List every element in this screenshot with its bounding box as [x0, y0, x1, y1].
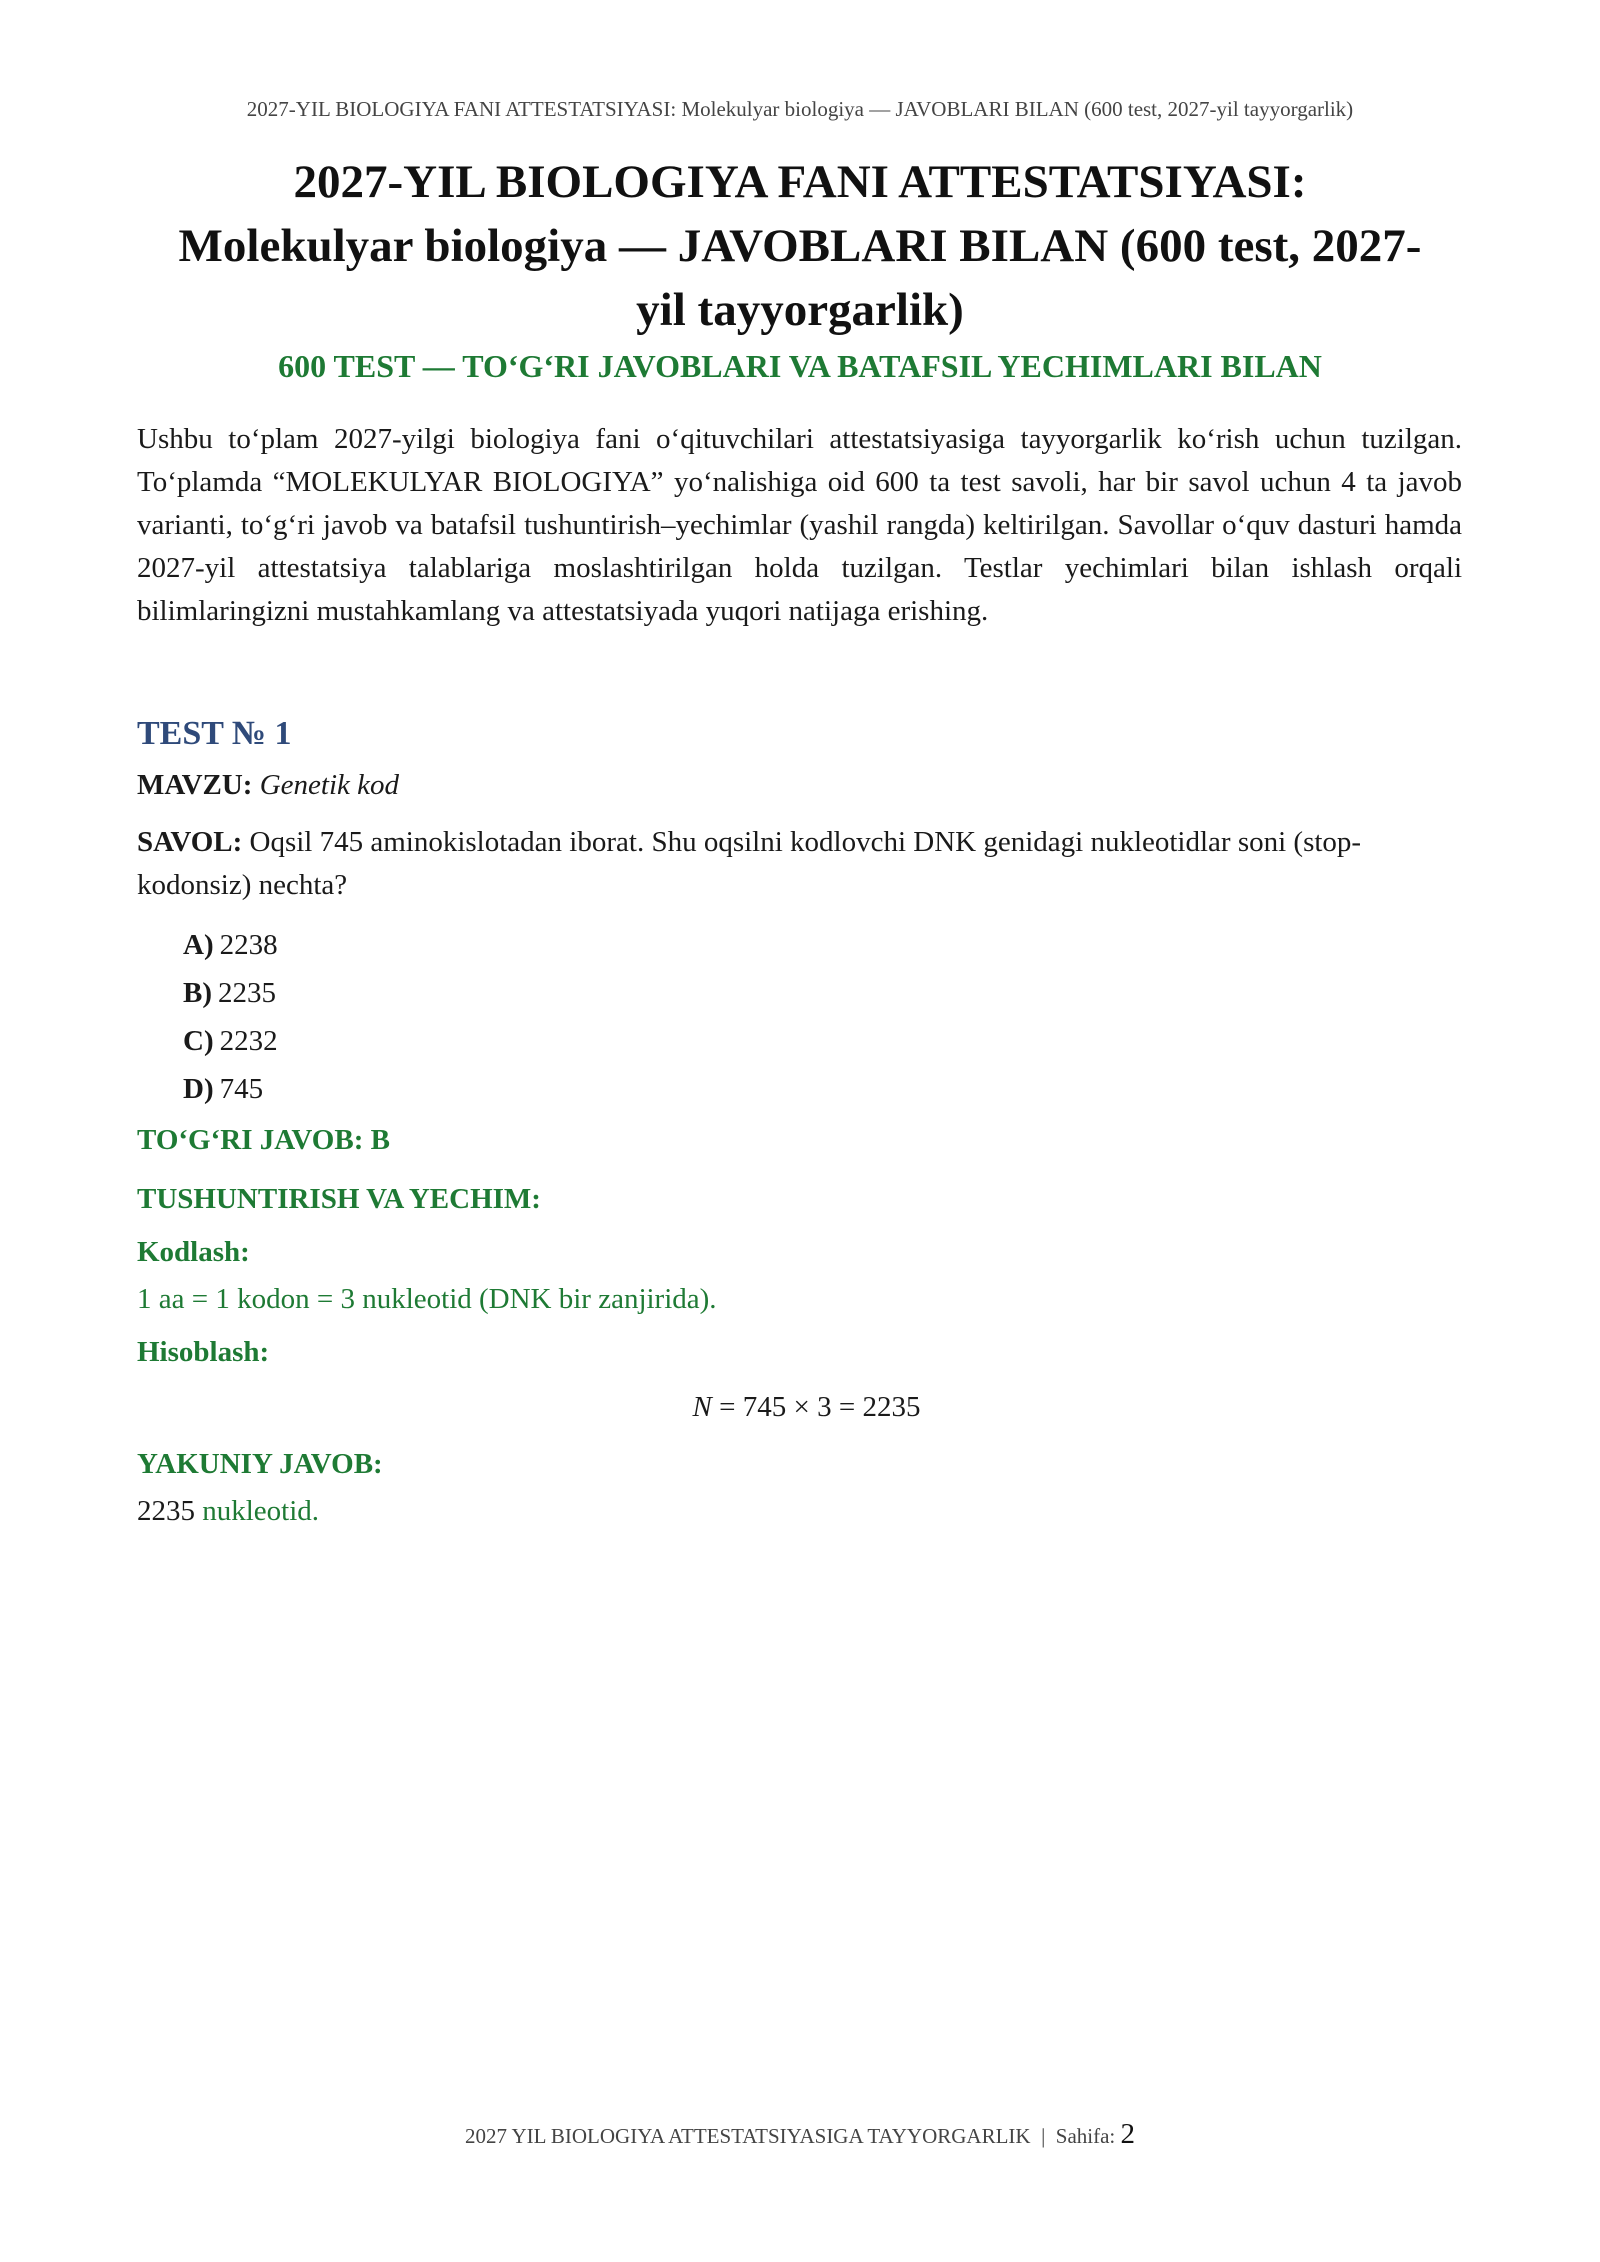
option-letter: D) — [183, 1073, 214, 1105]
option-text: 2235 — [218, 977, 276, 1009]
formula-variable: N — [692, 1391, 712, 1423]
test-block — [137, 708, 1462, 1562]
intro-paragraph: Ushbu to‘plam 2027-yilgi biologiya fani o‘qituvchilari attestatsiyasiga tayyorgarlik ko‘rish uchun tuzilgan. To‘plamda “MOLEKULYAR BIOLOGIYA” yo‘nalishiga oid 600 ta test savoli, har bir savol uchun 4 ta javob varianti, to‘g‘ri javob va batafsil tushuntirish–yechimlar (yashil rangda) keltirilgan. Savollar o‘quv dasturi hamda 2027-yil attestatsiya talablariga moslashtirilgan holda tuzilgan. Testlar yechimlari bilan ishlash orqali bilimlaringizni mustahkamlang va attestatsiyada yuqori natijaga erishing. — [137, 423, 1462, 627]
formula-expression: = 745 × 3 = 2235 — [711, 1391, 921, 1423]
running-header: 2027-YIL BIOLOGIYA FANI ATTESTATSIYASI: Molekulyar biologiya — JAVOBLARI BILAN (600 test, 2027-yil tayyorgarlik) — [246, 97, 1354, 121]
option-a — [183, 921, 1462, 969]
topic-value: Genetik kod — [259, 769, 400, 801]
option-letter: C) — [183, 1025, 214, 1057]
option-c — [183, 1017, 1462, 1065]
question-line — [137, 821, 1462, 907]
page-title — [130, 150, 1470, 342]
encoding-text: 1 aa = 1 kodon = 3 nukleotid (DNK bir zanjirida). — [137, 1283, 717, 1315]
footer-text: 2027 YIL BIOLOGIYA ATTESTATSIYASIGA TAYYORGARLIK | Sahifa: — [464, 2124, 1121, 2148]
answer-options — [183, 921, 1462, 1113]
option-d — [183, 1065, 1462, 1113]
title-line-1: 2027-YIL BIOLOGIYA FANI ATTESTATSIYASI: — [293, 156, 1307, 208]
encoding-heading: Kodlash: — [137, 1236, 250, 1268]
option-text: 2238 — [219, 929, 278, 961]
final-answer-heading: YAKUNIY JAVOB: — [137, 1448, 383, 1480]
option-letter: B) — [183, 977, 212, 1009]
option-text: 745 — [219, 1073, 264, 1105]
final-answer — [137, 1490, 1462, 1533]
question-text: Oqsil 745 aminokislotadan iborat. Shu oqsilni kodlovchi DNK genidagi nukleotidlar soni (stop-kodonsiz) nechta? — [137, 826, 1362, 901]
title-line-3: yil tayyorgarlik) — [636, 284, 964, 336]
final-answer-value: 2235 — [137, 1495, 195, 1527]
test-heading: TEST № 1 — [137, 715, 292, 752]
calculation-formula — [137, 1386, 1462, 1429]
option-text: 2232 — [219, 1025, 278, 1057]
question-label: SAVOL: — [137, 826, 243, 858]
topic-label: MAVZU: — [137, 769, 253, 801]
page-footer — [0, 2118, 1600, 2151]
final-answer-unit: nukleotid. — [195, 1495, 320, 1527]
topic-line — [137, 764, 1462, 807]
option-b — [183, 969, 1462, 1017]
page-number: 2 — [1120, 2118, 1136, 2150]
title-line-2: Molekulyar biologiya — JAVOBLARI BILAN (600 test, 2027- — [178, 220, 1422, 272]
option-letter: A) — [183, 929, 214, 961]
explanation-heading: TUSHUNTIRISH VA YECHIM: — [137, 1183, 541, 1215]
page-subtitle: 600 TEST — TO‘G‘RI JAVOBLARI VA BATAFSIL YECHIMLARI BILAN — [278, 348, 1322, 384]
correct-answer: TO‘G‘RI JAVOB: B — [137, 1124, 390, 1156]
calculation-heading: Hisoblash: — [137, 1336, 270, 1368]
